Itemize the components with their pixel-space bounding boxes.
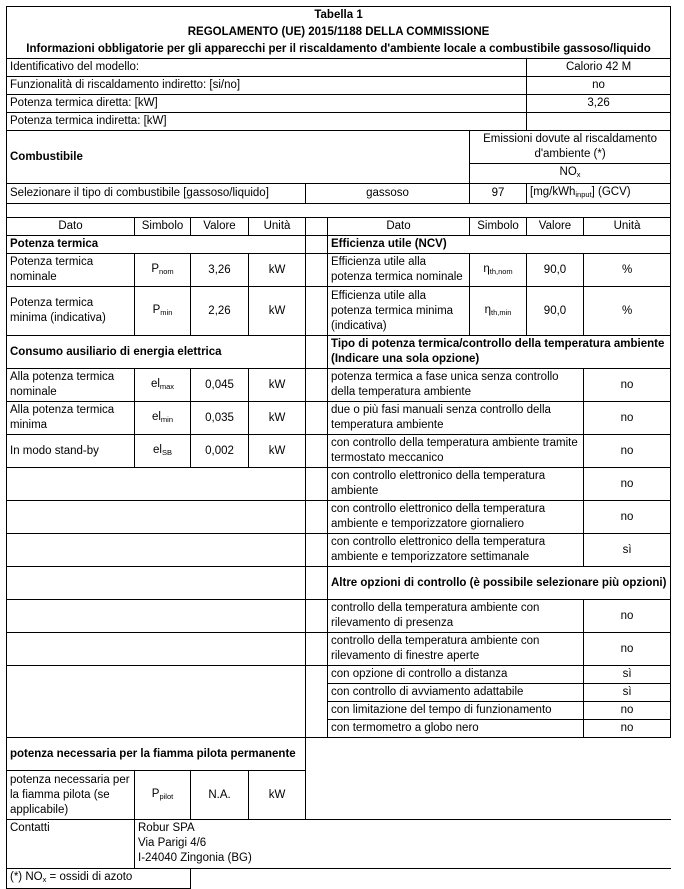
- row-value: 2,26: [191, 287, 249, 336]
- row-symbol: $el_{SB}$: [135, 435, 191, 468]
- row-symbol: $\eta_{th,nom}$: [470, 254, 527, 287]
- row-value: 0,035: [191, 402, 249, 435]
- ident-row: [7, 113, 671, 131]
- col-unita: Unità: [584, 218, 671, 236]
- contacts-label: Contatti: [7, 820, 135, 869]
- emission-value: 97: [470, 184, 527, 204]
- contact-line: I-24040 Zingonia (BG): [138, 852, 252, 864]
- col-simbolo: Simbolo: [470, 218, 527, 236]
- row-unit: kW: [249, 402, 306, 435]
- col-valore: Valore: [527, 218, 584, 236]
- emission-label: Emissioni dovute al riscaldamento d'ambiente (*): [470, 131, 671, 164]
- ident-row: [7, 95, 671, 113]
- option-label: con controllo della temperatura ambiente tramite termostato meccanico: [328, 435, 584, 468]
- col-valore: Valore: [191, 218, 249, 236]
- section-other-title: Altre opzioni di controllo (è possibile selezionare più opzioni): [328, 567, 671, 600]
- ident-label: Potenza termica diretta: [kW]: [7, 95, 527, 113]
- col-simbolo: Simbolo: [135, 218, 191, 236]
- row-value: 90,0: [527, 254, 584, 287]
- option-value: sì: [584, 666, 671, 684]
- option-value: sì: [584, 534, 671, 567]
- option-value: no: [584, 435, 671, 468]
- row-label: Potenza termica nominale: [7, 254, 135, 287]
- option-label: con controllo elettronico della temperatura ambiente e temporizzatore giornaliero: [328, 501, 584, 534]
- option-label: con limitazione del tempo di funzionamento: [328, 702, 584, 720]
- option-value: no: [584, 402, 671, 435]
- row-value: 3,26: [191, 254, 249, 287]
- option-value: no: [584, 702, 671, 720]
- contact-line: Robur SPA: [138, 822, 195, 834]
- ident-value: 3,26: [527, 95, 671, 113]
- col-dato: Dato: [328, 218, 470, 236]
- option-label: con controllo di avviamento adattabile: [328, 684, 584, 702]
- row-label: Efficienza utile alla potenza termica minima (indicativa): [328, 287, 470, 336]
- contacts-block: [135, 820, 671, 869]
- row-value: 0,045: [191, 369, 249, 402]
- option-label: controllo della temperatura ambiente con rilevamento di presenza: [328, 600, 584, 633]
- row-symbol: $P_{min}$: [135, 287, 191, 336]
- option-value: no: [584, 369, 671, 402]
- row-unit: kW: [249, 254, 306, 287]
- data-row: [7, 369, 671, 402]
- option-label: con controllo elettronico della temperatura ambiente: [328, 468, 584, 501]
- section-pilot-title: potenza necessaria per la fiamma pilota permanente: [7, 738, 306, 771]
- fuel-select-label: Selezionare il tipo di combustibile [gassoso/liquido]: [7, 184, 306, 204]
- row-label: Alla potenza termica nominale: [7, 369, 135, 402]
- regulation-title: REGOLAMENTO (UE) 2015/1188 DELLA COMMISSIONE: [7, 24, 671, 41]
- row-label: Efficienza utile alla potenza termica nominale: [328, 254, 470, 287]
- data-row: [7, 254, 671, 287]
- section-control-title: Tipo di potenza termica/controllo della temperatura ambiente (Indicare una sola opzione): [328, 336, 671, 369]
- option-label: controllo della temperatura ambiente con rilevamento di finestre aperte: [328, 633, 584, 666]
- row-value: 0,002: [191, 435, 249, 468]
- option-label: potenza termica a fase unica senza controllo della temperatura ambiente: [328, 369, 584, 402]
- row-value: N.A.: [191, 771, 249, 820]
- row-label: In modo stand-by: [7, 435, 135, 468]
- section-efficienza-title: Efficienza utile (NCV): [328, 236, 671, 254]
- ident-label: Funzionalità di riscaldamento indiretto: [si/no]: [7, 77, 527, 95]
- ident-value: Calorio 42 M: [527, 59, 671, 77]
- option-label: con opzione di controllo a distanza: [328, 666, 584, 684]
- row-unit: %: [584, 254, 671, 287]
- option-value: no: [584, 600, 671, 633]
- option-label: due o più fasi manuali senza controllo della temperatura ambiente: [328, 402, 584, 435]
- option-value: no: [584, 501, 671, 534]
- ident-value: [527, 113, 671, 131]
- row-symbol: $P_{pilot}$: [135, 771, 191, 820]
- row-label: potenza necessaria per la fiamma pilota (se applicabile): [7, 771, 135, 820]
- option-value: no: [584, 633, 671, 666]
- data-row: [7, 435, 671, 468]
- nox-label: $NO_x$: [470, 164, 671, 184]
- option-value: sì: [584, 684, 671, 702]
- ident-row: [7, 77, 671, 95]
- option-label: con termometro a globo nero: [328, 720, 584, 738]
- section-potenza-title: Potenza termica: [7, 236, 306, 254]
- fuel-select-row: [7, 184, 671, 204]
- section-consumo-title: Consumo ausiliario di energia elettrica: [7, 336, 306, 369]
- fuel-label: Combustibile: [7, 131, 470, 184]
- table-subtitle: Informazioni obbligatorie per gli apparecchi per il riscaldamento d'ambiente locale a combustibile gassoso/liquido: [7, 41, 671, 59]
- row-label: Potenza termica minima (indicativa): [7, 287, 135, 336]
- row-symbol: $el_{min}$: [135, 402, 191, 435]
- row-unit: kW: [249, 287, 306, 336]
- ident-value: no: [527, 77, 671, 95]
- row-unit: kW: [249, 771, 306, 820]
- column-header-row: [7, 218, 671, 236]
- row-unit: kW: [249, 435, 306, 468]
- ident-label: Identificativo del modello:: [7, 59, 527, 77]
- col-dato: Dato: [7, 218, 135, 236]
- data-row: [7, 287, 671, 336]
- row-label: Alla potenza termica minima: [7, 402, 135, 435]
- row-symbol: $el_{max}$: [135, 369, 191, 402]
- emission-unit: [mg/kWh$_{input}$] (GCV): [527, 184, 671, 204]
- row-symbol: $\eta_{th,min}$: [470, 287, 527, 336]
- fuel-type: gassoso: [306, 184, 470, 204]
- col-unita: Unità: [249, 218, 306, 236]
- data-row: [7, 402, 671, 435]
- footnote: (*) $NO_x$ = ossidi di azoto: [7, 869, 191, 889]
- option-value: no: [584, 468, 671, 501]
- row-unit: kW: [249, 369, 306, 402]
- info-table: [6, 6, 671, 889]
- row-unit: %: [584, 287, 671, 336]
- contact-line: Via Parigi 4/6: [138, 837, 207, 849]
- option-value: no: [584, 720, 671, 738]
- ident-label: Potenza termica indiretta: [kW]: [7, 113, 527, 131]
- table-number: Tabella 1: [7, 7, 671, 25]
- spacer-row: [7, 204, 671, 218]
- ident-row: [7, 59, 671, 77]
- row-value: 90,0: [527, 287, 584, 336]
- option-label: con controllo elettronico della temperatura ambiente e temporizzatore settimanale: [328, 534, 584, 567]
- row-symbol: $P_{nom}$: [135, 254, 191, 287]
